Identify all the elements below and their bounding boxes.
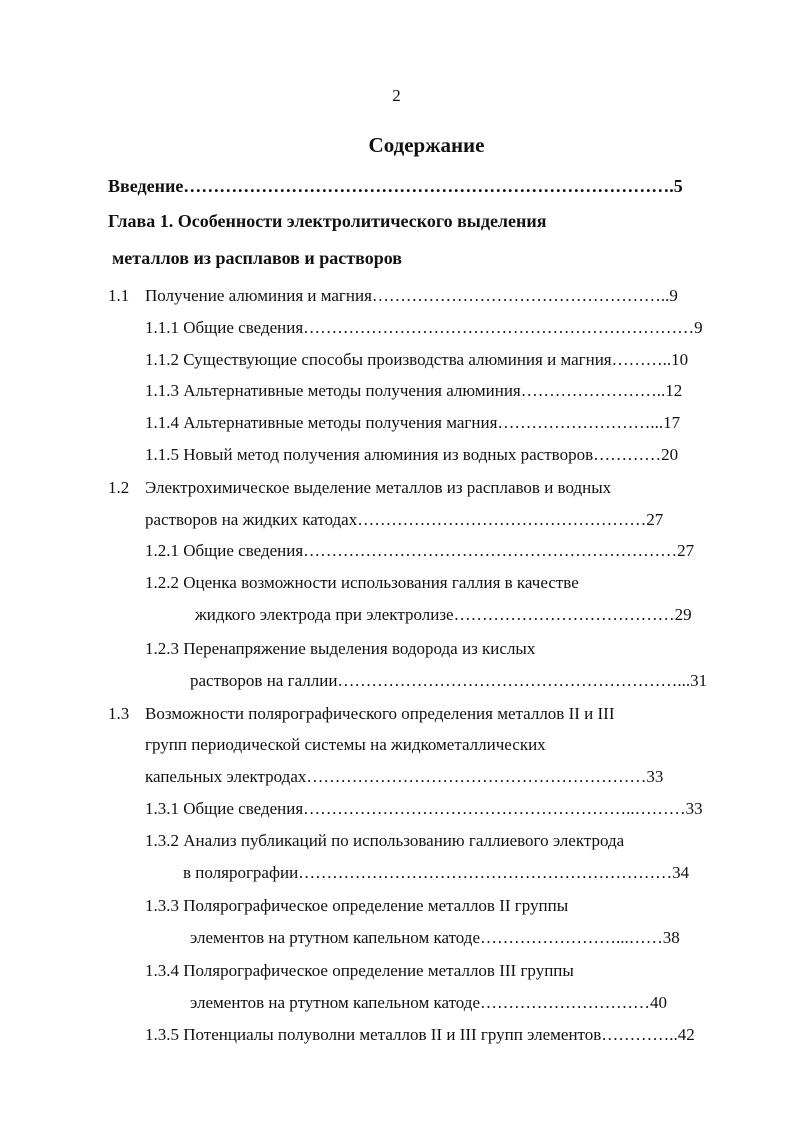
toc-subsection-1-3-5: 1.3.5 Потенциалы полуволни металлов II и III групп элементов…………..42 xyxy=(145,1025,695,1044)
toc-section-number: 1.3 xyxy=(108,704,130,723)
toc-subsection-1-1-5: 1.1.5 Новый метод получения алюминия из водных растворов…………20 xyxy=(145,445,679,464)
toc-section-1-2-line-2: растворов на жидких катодах……………………………………………27 xyxy=(145,510,664,529)
toc-section-number: 1.2 xyxy=(108,478,130,497)
toc-subsection-1-2-2-line-1: 1.2.2 Оценка возможности использования галлия в качестве xyxy=(145,573,579,592)
toc-subsection-1-2-3-line-2: растворов на галлии……………………………………………………...31 xyxy=(190,671,708,690)
toc-subsection-1-3-3-line-1: 1.3.3 Полярографическое определение металлов II группы xyxy=(145,896,569,915)
toc-subsection-1-1-3: 1.1.3 Альтернативные методы получения алюминия……………………..12 xyxy=(145,381,683,400)
toc-subsection-1-3-4-line-2: элементов на ртутном капельном катоде…………………………40 xyxy=(190,993,667,1012)
toc-entry-intro: Введение……………………………………………………………………….5 xyxy=(108,176,683,196)
toc-section-1-1: Получение алюминия и магния……………………………………………..9 xyxy=(145,286,678,305)
toc-subsection-1-3-1: 1.3.1 Общие сведения…………………………………………………..………33 xyxy=(145,799,703,818)
toc-subsection-1-1-1: 1.1.1 Общие сведения……………………………………………………………9 xyxy=(145,318,703,337)
toc-section-1-3-line-3: капельных электродах……………………………………………………33 xyxy=(145,767,664,786)
toc-subsection-1-2-1: 1.2.1 Общие сведения…………………………………………………………27 xyxy=(145,541,695,560)
page-title: Содержание xyxy=(368,133,485,157)
toc-subsection-1-2-2-line-2: жидкого электрода при электролизе…………………………………29 xyxy=(195,605,692,624)
toc-section-1-3-line-1: Возможности полярографического определения металлов II и III xyxy=(145,704,615,723)
toc-subsection-1-3-3-line-2: элементов на ртутном капельном катоде……………………...……38 xyxy=(190,928,680,947)
toc-subsection-1-3-2-line-1: 1.3.2 Анализ публикаций по использованию галлиевого электрода xyxy=(145,831,625,850)
page-number: 2 xyxy=(392,86,401,105)
toc-subsection-1-2-3-line-1: 1.2.3 Перенапряжение выделения водорода из кислых xyxy=(145,639,536,658)
toc-subsection-1-3-4-line-1: 1.3.4 Полярографическое определение металлов III группы xyxy=(145,961,574,980)
toc-section-1-3-line-2: групп периодической системы на жидкометаллических xyxy=(145,735,546,754)
toc-subsection-1-1-4: 1.1.4 Альтернативные методы получения магния………………………...17 xyxy=(145,413,681,432)
toc-section-1-2-line-1: Электрохимическое выделение металлов из расплавов и водных xyxy=(145,478,612,497)
toc-chapter-1-line-1: Глава 1. Особенности электролитического выделения xyxy=(108,211,547,231)
toc-section-number: 1.1 xyxy=(108,286,130,305)
toc-subsection-1-1-2: 1.1.2 Существующие способы производства алюминия и магния………..10 xyxy=(145,350,689,369)
toc-subsection-1-3-2-line-2: в полярографии…………………………………………………………34 xyxy=(183,863,690,882)
toc-chapter-1-line-2: металлов из расплавов и растворов xyxy=(112,248,402,268)
